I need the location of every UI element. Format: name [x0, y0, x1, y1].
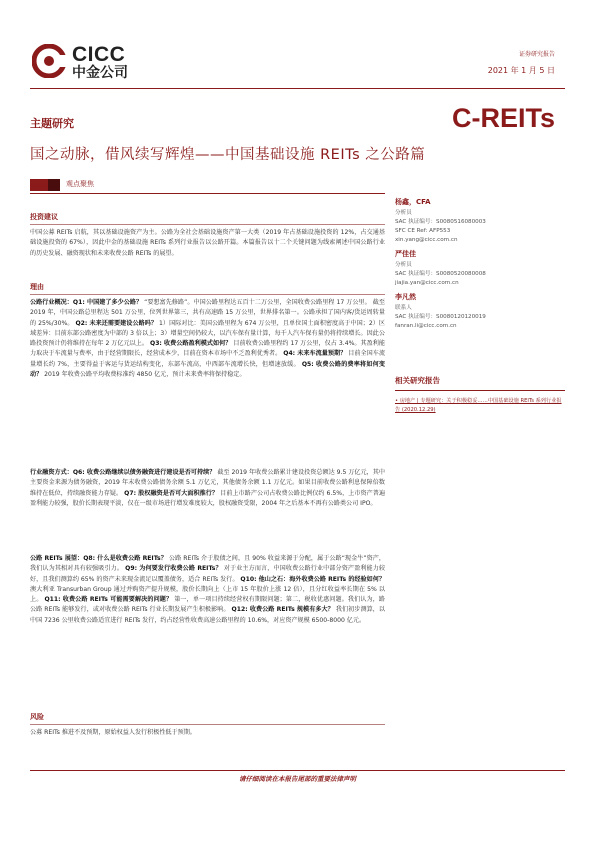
outlook-text-2: 对于业主方而言，中国收费公路行业中部分资产盈利能力较好，且我们测算约 65% 的资产未来现金流足以覆盖债务，适合 REITs 发行。: [30, 565, 386, 583]
question-5-label: Q5: 收费公路的费率将如何变动？: [30, 360, 386, 379]
report-topic: 主题研究: [30, 117, 74, 130]
reason-text-1: “要想富先修路”。中国公路里程达五百十二万公里，全国收费公路里程 17 万公里。: [144, 299, 371, 306]
section-rule: [30, 724, 385, 725]
outlook-text-1: 公路 REITs 介于股债之间，且 90% 收益来源于分配，属于公路“现金牛”资产，我们认为其相对具有较强吸引力。: [30, 555, 386, 573]
cicc-logo-icon: [32, 44, 66, 78]
author-role-3: 联系人: [395, 305, 412, 311]
question-7-label: Q7: 股权融资是否可大面积推行？: [124, 489, 219, 497]
question-6-label: 行业融资方式：Q6: 收费公路继续以债务融资进行建设是否可持续？: [30, 469, 216, 476]
report-date: 2021 年 1 月 5 日: [487, 66, 555, 75]
invest-paragraph: 中国公募 REITs 启航，其以基础设施资产为主。公路为全社会基础设施资产第一大类（2019 年占基础设施投资的 12%，占交通基础设施投资的 67%），因此中金的基础设施 REITs 系列行业报告以公路开篇。本篇报告以十二个关键问题为线索阐述中国公路行业的历史发展、融资现状和未来收费公路 REITs 的展望。: [30, 229, 385, 257]
question-10-label: Q10: 他山之石：海外收费公路 REITs 的经验如何？: [240, 575, 386, 583]
author-role-1: 分析员: [395, 210, 412, 216]
finance-text-1: 截至 2019 年收费公路累计建设投资总额达 9.5 万亿元，其中主要资金来源为债务融资，2019 年末收费公路债务余额 5.1 万亿元，其他债务余额 1.1 万亿元。如果目前收费公路利息保障倍数维持在低位，持续融资能力存疑。: [30, 469, 386, 497]
question-4-label: Q4: 未来车流量预期？: [283, 350, 347, 358]
logo-text-en: CICC: [72, 43, 126, 66]
section-heading-reason: 理由: [30, 283, 44, 291]
author-sac-2: SAC 执证编号：S0080520080008: [395, 271, 486, 277]
document-type: 证券研究报告: [518, 51, 555, 58]
author-sac-3: SAC 执证编号：S0080120120019: [395, 314, 486, 320]
header-divider: [30, 88, 565, 89]
reason-text-5: 目前全国车流量增长约 7%，主要得益于客运与货运结构变化，东部车流高，中西部车流增长快，但增速放缓。: [30, 350, 386, 368]
question-8-label: 公路 REITs 展望：Q8: 什么是收费公路 REITs？: [30, 555, 167, 562]
author-sfc-1: SFC CE Ref: AFP553: [395, 228, 451, 234]
question-9-label: Q9: 为何要发行收费公路 REITs？: [125, 565, 222, 573]
question-2-label: Q2: 未来还需要建设公路吗？: [75, 319, 158, 327]
section-rule: [30, 294, 385, 295]
question-3-label: Q3: 收费公路盈利模式如何？: [150, 340, 232, 348]
tag-bar-dark: [48, 179, 60, 191]
risk-paragraph: 公募 REITs 推进不及预期，原始权益人发行积极性低于预期。: [30, 729, 196, 736]
question-12-label: Q12: 收费公路 REITs 规模有多大？: [231, 606, 334, 614]
report-series-title: C-REITs: [451, 103, 555, 133]
author-name-3: 李凡然: [395, 293, 416, 301]
tag-label: 观点聚焦: [66, 180, 94, 188]
reason-block: [30, 298, 385, 380]
outlook-text-3: 澳大利亚 Transurban Group 通过并购资产提升规模，股价长期向上（上市 15 年股价上涨 12 倍），且分红收益率长期在 5% 以上。: [30, 585, 385, 604]
finance-block: [30, 468, 385, 509]
author-email-1[interactable]: xin.yang@cicc.com.cn: [395, 237, 458, 243]
outlook-text-4: 第一，单一项目持续经营权有期限问题；第二，税收优惠问题。我们认为，路公路 REITs 能够发行，或对收费公路 REITs 行业长期发展产生积极影响。: [30, 596, 386, 614]
legal-notice: 请仔细阅读在本报告尾部的重要法律声明: [239, 775, 356, 783]
reason-text-2: 截至 2019 年，中国公路总里程达 501 万公里，位列世界第三，共有高速路 15 万公里，世界排名第一。公路承担了国内客/货运周转量的 25%/30%。: [30, 299, 386, 327]
question-1-label: 公路行业概况：Q1: 中国建了多少公路？: [30, 299, 143, 306]
outlook-text-5: 我们初步测算，以中国 7236 公里收费公路适宜进行 REITs 发行，约占经营性收费高速公路里程的 10.6%，对应资产规模 6500-8000 亿元。: [30, 606, 386, 624]
author-role-2: 分析员: [395, 262, 412, 268]
logo-text-cn: 中金公司: [72, 65, 128, 81]
reason-text-3: 1）国际对比：美国公路里程为 674 万公里，且单位国土面积密度高于中国；2）区域差异：目前东部公路密度为中部的 3 倍以上；3）增量空间仍较大，以汽车保有量计算，每千人汽车保有量仍将持续增长。因此公路投资预计仍将维持在每年 2 万亿元以上。: [30, 319, 385, 348]
question-11-label: Q11: 收费公路 REITs 可能需要解决的问题？: [44, 596, 173, 604]
author-email-3[interactable]: fanran.li@cicc.com.cn: [395, 323, 457, 329]
section-heading-invest: 投资建议: [30, 213, 58, 221]
outlook-block: [30, 554, 385, 626]
finance-text-2: 目前上市路产公司占收费公路比例仅约 6.5%，上市资产普遍盈利能力较强，股价长期表现平淡，仅在一级市场进行增发难度较大，股权融资受限，2004 年之后基本不再有公路类公司 IPO。: [30, 489, 386, 507]
reason-text-6: 2019 年收费公路平均收费标准约 4850 亿元，预计未来费率将保持稳定。: [44, 371, 246, 379]
report-title: 国之动脉，借风续写辉煌——中国基础设施 REITs 之公路篇: [30, 147, 426, 163]
footer-divider: [30, 770, 565, 771]
related-divider: [395, 390, 565, 391]
author-name-1: 杨鑫，CFA: [395, 198, 431, 206]
author-name-2: 严佳佳: [395, 250, 416, 258]
section-heading-risk: 风险: [30, 713, 44, 721]
reason-text-4: 目前收费公路里程约 17 万公里，仅占 3.4%。其盈利能力取决于车流量与费率，由于经营期限长，经营成本少，目前在资本市场中不乏盈利优秀者。: [30, 340, 385, 358]
related-research-heading: 相关研究报告: [395, 376, 440, 385]
related-report-link[interactable]: • 房地产 | 专题研究：关于积极稳妥……中国基础设施 REITs 系列行业报告 (2020.12.29): [395, 398, 562, 413]
author-email-2[interactable]: jiajia.yan@cicc.com.cn: [395, 280, 459, 286]
body-divider: [30, 193, 385, 194]
author-sac-1: SAC 执证编号：S0080516080003: [395, 219, 486, 225]
section-rule: [30, 224, 385, 225]
